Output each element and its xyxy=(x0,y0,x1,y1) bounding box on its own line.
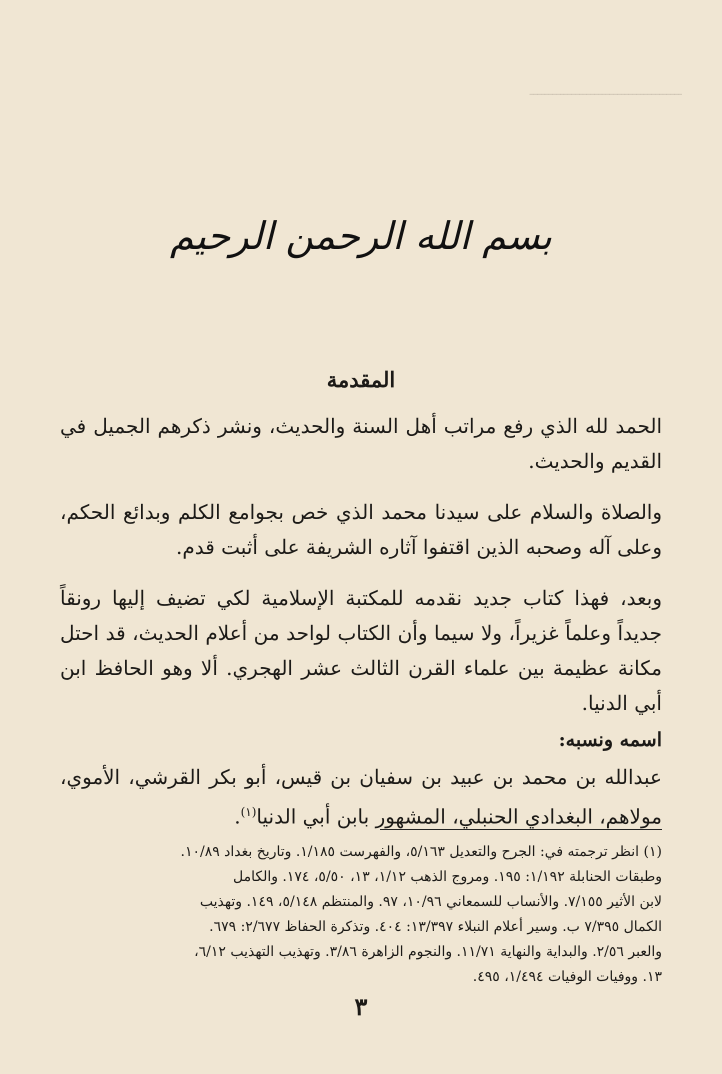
footnote xyxy=(60,840,662,990)
subheading-name-lineage: اسمه ونسبه: xyxy=(558,729,662,751)
footnote-line: وطبقات الحنابلة ١/١٩٢: ١٩٥. ومروج الذهب ١/١٢، ١٣، ٥/٥٠، ١٧٤. والكامل xyxy=(232,869,662,885)
footnote-line: والعبر ٢/٥٦. والبداية والنهاية ١١/٧١. والنجوم الزاهرة ٣/٨٦. وتهذيب التهذيب ٦/١٢، xyxy=(194,944,662,960)
footnote-separator xyxy=(380,829,662,830)
paragraph-3: وبعد، فهذا كتاب جديد نقدمه للمكتبة الإسلامية لكي تضيف إليها رونقاً جديداً وعلماً غزيراً، ولا سيما وأن الكتاب لواحد من أعلام الحديث، قد احتل مكانة عظيمة بين علماء القرن الثالث عشر الهجري. ألا وهو الحافظ ابن أبي الدنيا. xyxy=(60,586,662,715)
footnote-line: لابن الأثير ٧/١٥٥. والأنساب للسمعاني ١٠/٩٦، ٩٧. والمنتظم ٥/١٤٨، ١٤٩. وتهذيب xyxy=(199,894,662,910)
paragraph-2: والصلاة والسلام على سيدنا محمد الذي خص بجوامع الكلم وبدائع الحكم، وعلى آله وصحبه الذين اقتفوا آثاره الشريفة على أثبت قدم. xyxy=(60,500,663,559)
footnote-reference: (١) xyxy=(240,805,257,819)
footnote-line: (١) انظر ترجمته في: الجرح والتعديل ٥/١٦٣، والفهرست ١/١٨٥. وتاريخ بغداد ١٠/٨٩. xyxy=(180,844,662,860)
page-number: ٣ xyxy=(354,992,368,1021)
footnote-line: ١٣. ووفيات الوفيات ١/٤٩٤، ٤٩٥. xyxy=(472,969,662,985)
name-text: عبدالله بن محمد بن عبيد بن سفيان بن قيس، أبو بكر القرشي، الأموي، مولاهم، البغدادي الحنبلي، المشهور بابن أبي الدنيا xyxy=(60,765,662,829)
main-text xyxy=(60,362,662,851)
bleed-through-text: ــــــــــــــــــــــــــــــــــــــــ xyxy=(529,84,682,99)
section-heading: المقدمة xyxy=(326,367,396,392)
footnote-line: الكمال ٧/٣٩٥ ب. وسير أعلام النبلاء ١٣/٣٩٧: ٤٠٤. وتذكرة الحفاظ ٢/٦٧٧: ٦٧٩. xyxy=(209,919,662,935)
paragraph-name: عبدالله بن محمد بن عبيد بن سفيان بن قيس، أبو بكر القرشي، الأموي، مولاهم، البغدادي الحنبلي، المشهور بابن أبي الدنيا$^{(١)}$. xyxy=(60,765,662,829)
basmala-calligraphy: بسم الله الرحمن الرحيم xyxy=(170,214,552,258)
paragraph-1: الحمد لله الذي رفع مراتب أهل السنة والحديث، ونشر ذكرهم الجميل في القديم والحديث. xyxy=(60,414,662,473)
